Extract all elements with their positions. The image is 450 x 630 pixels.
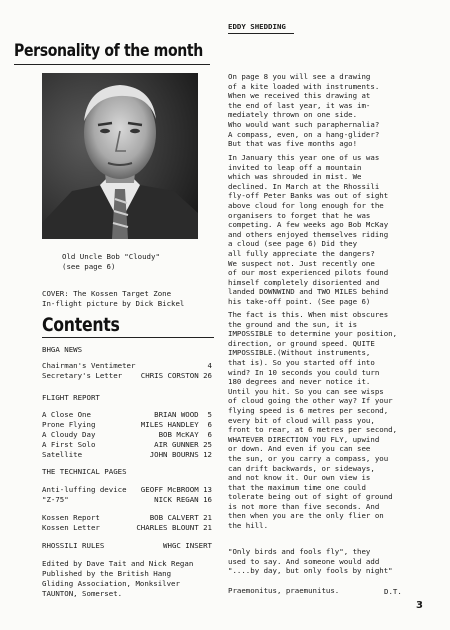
contents-page: CHRIS CORSTON 26 <box>140 371 212 380</box>
contents-row[interactable] <box>42 485 212 495</box>
text-line: that is). So you started off into <box>228 357 375 367</box>
editorial-paragraph-4 <box>228 547 438 576</box>
text-line: We suspect not. Just recently one <box>228 258 375 268</box>
text-line: "....by day, but only fools by night" <box>228 566 393 576</box>
editorial-paragraph-3 <box>228 310 438 531</box>
text-line: above cloud for long enough for the <box>228 200 384 210</box>
text-line: that the maximum time one could <box>228 482 366 492</box>
text-line: When we received this drawing at <box>228 91 371 101</box>
title-rule <box>14 64 210 65</box>
credits-line: Published by the British Hang <box>42 569 172 578</box>
text-line: fly-off Peter Banks was out of sight <box>228 191 389 201</box>
text-line: then when you are the only flier on <box>228 511 384 521</box>
section-heading-flight: FLIGHT REPORT <box>42 393 100 402</box>
contents-page: BOB CALVERT 21 <box>149 513 212 522</box>
photo-caption-line-1: Old Uncle Bob "Cloudy" <box>62 252 160 261</box>
credits-line: Gliding Association, Monksilver <box>42 579 180 588</box>
text-line: declined. In March at the Rhossili <box>228 181 380 191</box>
text-line: mediately thrown on one side. <box>228 110 358 120</box>
text-line: can drift backwards, or sideways, <box>228 463 375 473</box>
photo-caption-line-2: (see page 6) <box>62 262 116 271</box>
contents-page: CHARLES BLOUNT 21 <box>136 523 212 532</box>
text-line: The fact is this. When mist obscures <box>228 310 389 319</box>
portrait-image <box>42 73 198 239</box>
contents-label: Prone Flying <box>42 420 96 429</box>
text-line: flying speed is 6 metres per second, <box>228 405 389 415</box>
contents-label: Anti-luffing device <box>42 485 127 494</box>
contents-row[interactable] <box>42 513 212 523</box>
contents-row[interactable] <box>42 371 212 381</box>
text-line: front to rear, at 6 metres per second, <box>228 425 398 435</box>
section-heading-bhga: BHGA NEWS <box>42 345 83 354</box>
contents-row[interactable] <box>42 523 212 533</box>
text-line: which was shrouded in mist. We <box>228 172 362 182</box>
contents-page: NICK REGAN 16 <box>154 495 212 504</box>
page-title: Personality of the month <box>14 41 203 61</box>
editorial-paragraph-1 <box>228 72 438 149</box>
text-line: or down. And even if you can see <box>228 444 371 454</box>
contents-page: MILES HANDLEY 6 <box>140 420 212 429</box>
text-line: the ground and the sun, it is <box>228 319 358 329</box>
editorial-paragraph-2 <box>228 153 438 307</box>
contents-page: GEOFF McBROOM 13 <box>140 485 212 494</box>
credits-line: Edited by Dave Tait and Nick Regan <box>42 559 194 568</box>
text-line: himself completely disoriented and <box>228 277 380 287</box>
portrait-photo <box>42 73 198 239</box>
contents-label: Chairman's Ventimeter <box>42 361 136 370</box>
text-line: wind? In 10 seconds you could turn <box>228 367 380 377</box>
text-line: his take-off point. (See page 6) <box>228 296 371 306</box>
section-heading-technical: THE TECHNICAL PAGES <box>42 467 127 476</box>
contents-page: AIR GUNNER 25 <box>154 440 212 449</box>
text-line: invited to leap off a mountain <box>228 162 362 172</box>
text-line: and others enjoyed themselves riding <box>228 229 389 239</box>
text-line: WHATEVER DIRECTION YOU FLY, upwind <box>228 434 380 444</box>
contents-label: A Cloudy Day <box>42 430 96 439</box>
contents-label: "Z-75" <box>42 495 69 504</box>
text-line: of a kite loaded with instruments. <box>228 81 380 91</box>
text-line: of our most experienced pilots found <box>228 268 389 278</box>
text-line: every bit of cloud will pass you, <box>228 415 375 425</box>
page-number: 3 <box>416 600 423 611</box>
contents-row[interactable] <box>42 361 212 371</box>
contents-row[interactable] <box>42 430 212 440</box>
text-line: Until you hit. So you can see wisps <box>228 386 384 396</box>
contents-label: Secretary's Letter <box>42 371 123 380</box>
text-line: 180 degrees and never notice it. <box>228 377 371 387</box>
contents-row[interactable] <box>42 420 212 430</box>
text-line: a cloud (see page 6) Did they <box>228 239 358 249</box>
editorial-signoff: Praemonitus, praemunitus. <box>228 586 340 595</box>
text-line: the sun, or you carry a compass, you <box>228 453 389 463</box>
contents-row[interactable] <box>42 495 212 505</box>
contents-page: 4 <box>207 361 212 370</box>
text-line: organisers to forget that he was <box>228 210 371 220</box>
contents-label: Kossen Report <box>42 513 100 522</box>
cover-note-line-2: In-flight picture by Dick Bickel <box>42 299 185 308</box>
text-line: Who would want such paraphernalia? <box>228 119 380 129</box>
contents-row[interactable] <box>42 450 212 460</box>
contents-page: JOHN BOURNS 12 <box>149 450 212 459</box>
editorial-heading-rule <box>228 33 294 34</box>
contents-page: BOB McKAY 6 <box>158 430 212 439</box>
contents-row[interactable] <box>42 440 212 450</box>
contents-title: Contents <box>42 314 120 336</box>
contents-label: Kossen Letter <box>42 523 100 532</box>
text-line: all fully appreciate the dangers? <box>228 248 375 258</box>
editorial-heading: EDDY SHEDDING <box>228 22 286 31</box>
text-line: IMPOSSIBLE to determine your position, <box>228 329 398 339</box>
text-line: IMPOSSIBLE.(Without instruments, <box>228 348 371 358</box>
text-line: On page 8 you will see a drawing <box>228 72 371 81</box>
text-line: competing. A few weeks ago Bob McKay <box>228 220 389 230</box>
credits-line: TAUNTON, Somerset. <box>42 589 123 598</box>
text-line: A compass, even, on a hang-glider? <box>228 129 380 139</box>
text-line: of cloud going the other way? If your <box>228 396 393 406</box>
text-line: and not know it. Our own view is <box>228 473 371 483</box>
text-line: direction, or ground speed. QUITE <box>228 338 375 348</box>
contents-label: Satellite <box>42 450 83 459</box>
contents-label: RHOSSILI RULES <box>42 541 105 550</box>
text-line: the hill. <box>228 521 269 531</box>
text-line: landed DOWNWIND and TWO MILES behind <box>228 287 389 297</box>
contents-page: BRIAN WOOD 5 <box>154 410 212 419</box>
text-line: tolerate being out of sight of ground <box>228 492 393 502</box>
contents-label: A First Solo <box>42 440 96 449</box>
cover-note-line-1: COVER: The Kossen Target Zone <box>42 289 172 298</box>
text-line: "Only birds and fools fly", they <box>228 547 371 556</box>
editorial-initials: D.T. <box>384 587 402 596</box>
contents-label: A Close One <box>42 410 91 419</box>
text-line: In January this year one of us was <box>228 153 380 162</box>
contents-row[interactable] <box>42 541 212 551</box>
text-line: is not more than five seconds. And <box>228 501 380 511</box>
text-line: the end of last year, it was im- <box>228 100 371 110</box>
text-line: used to say. And someone would add <box>228 556 380 566</box>
contents-row[interactable] <box>42 410 212 420</box>
text-line: But that was five months ago! <box>228 139 358 149</box>
contents-rule <box>42 337 214 338</box>
contents-page: WHGC INSERT <box>163 541 212 550</box>
